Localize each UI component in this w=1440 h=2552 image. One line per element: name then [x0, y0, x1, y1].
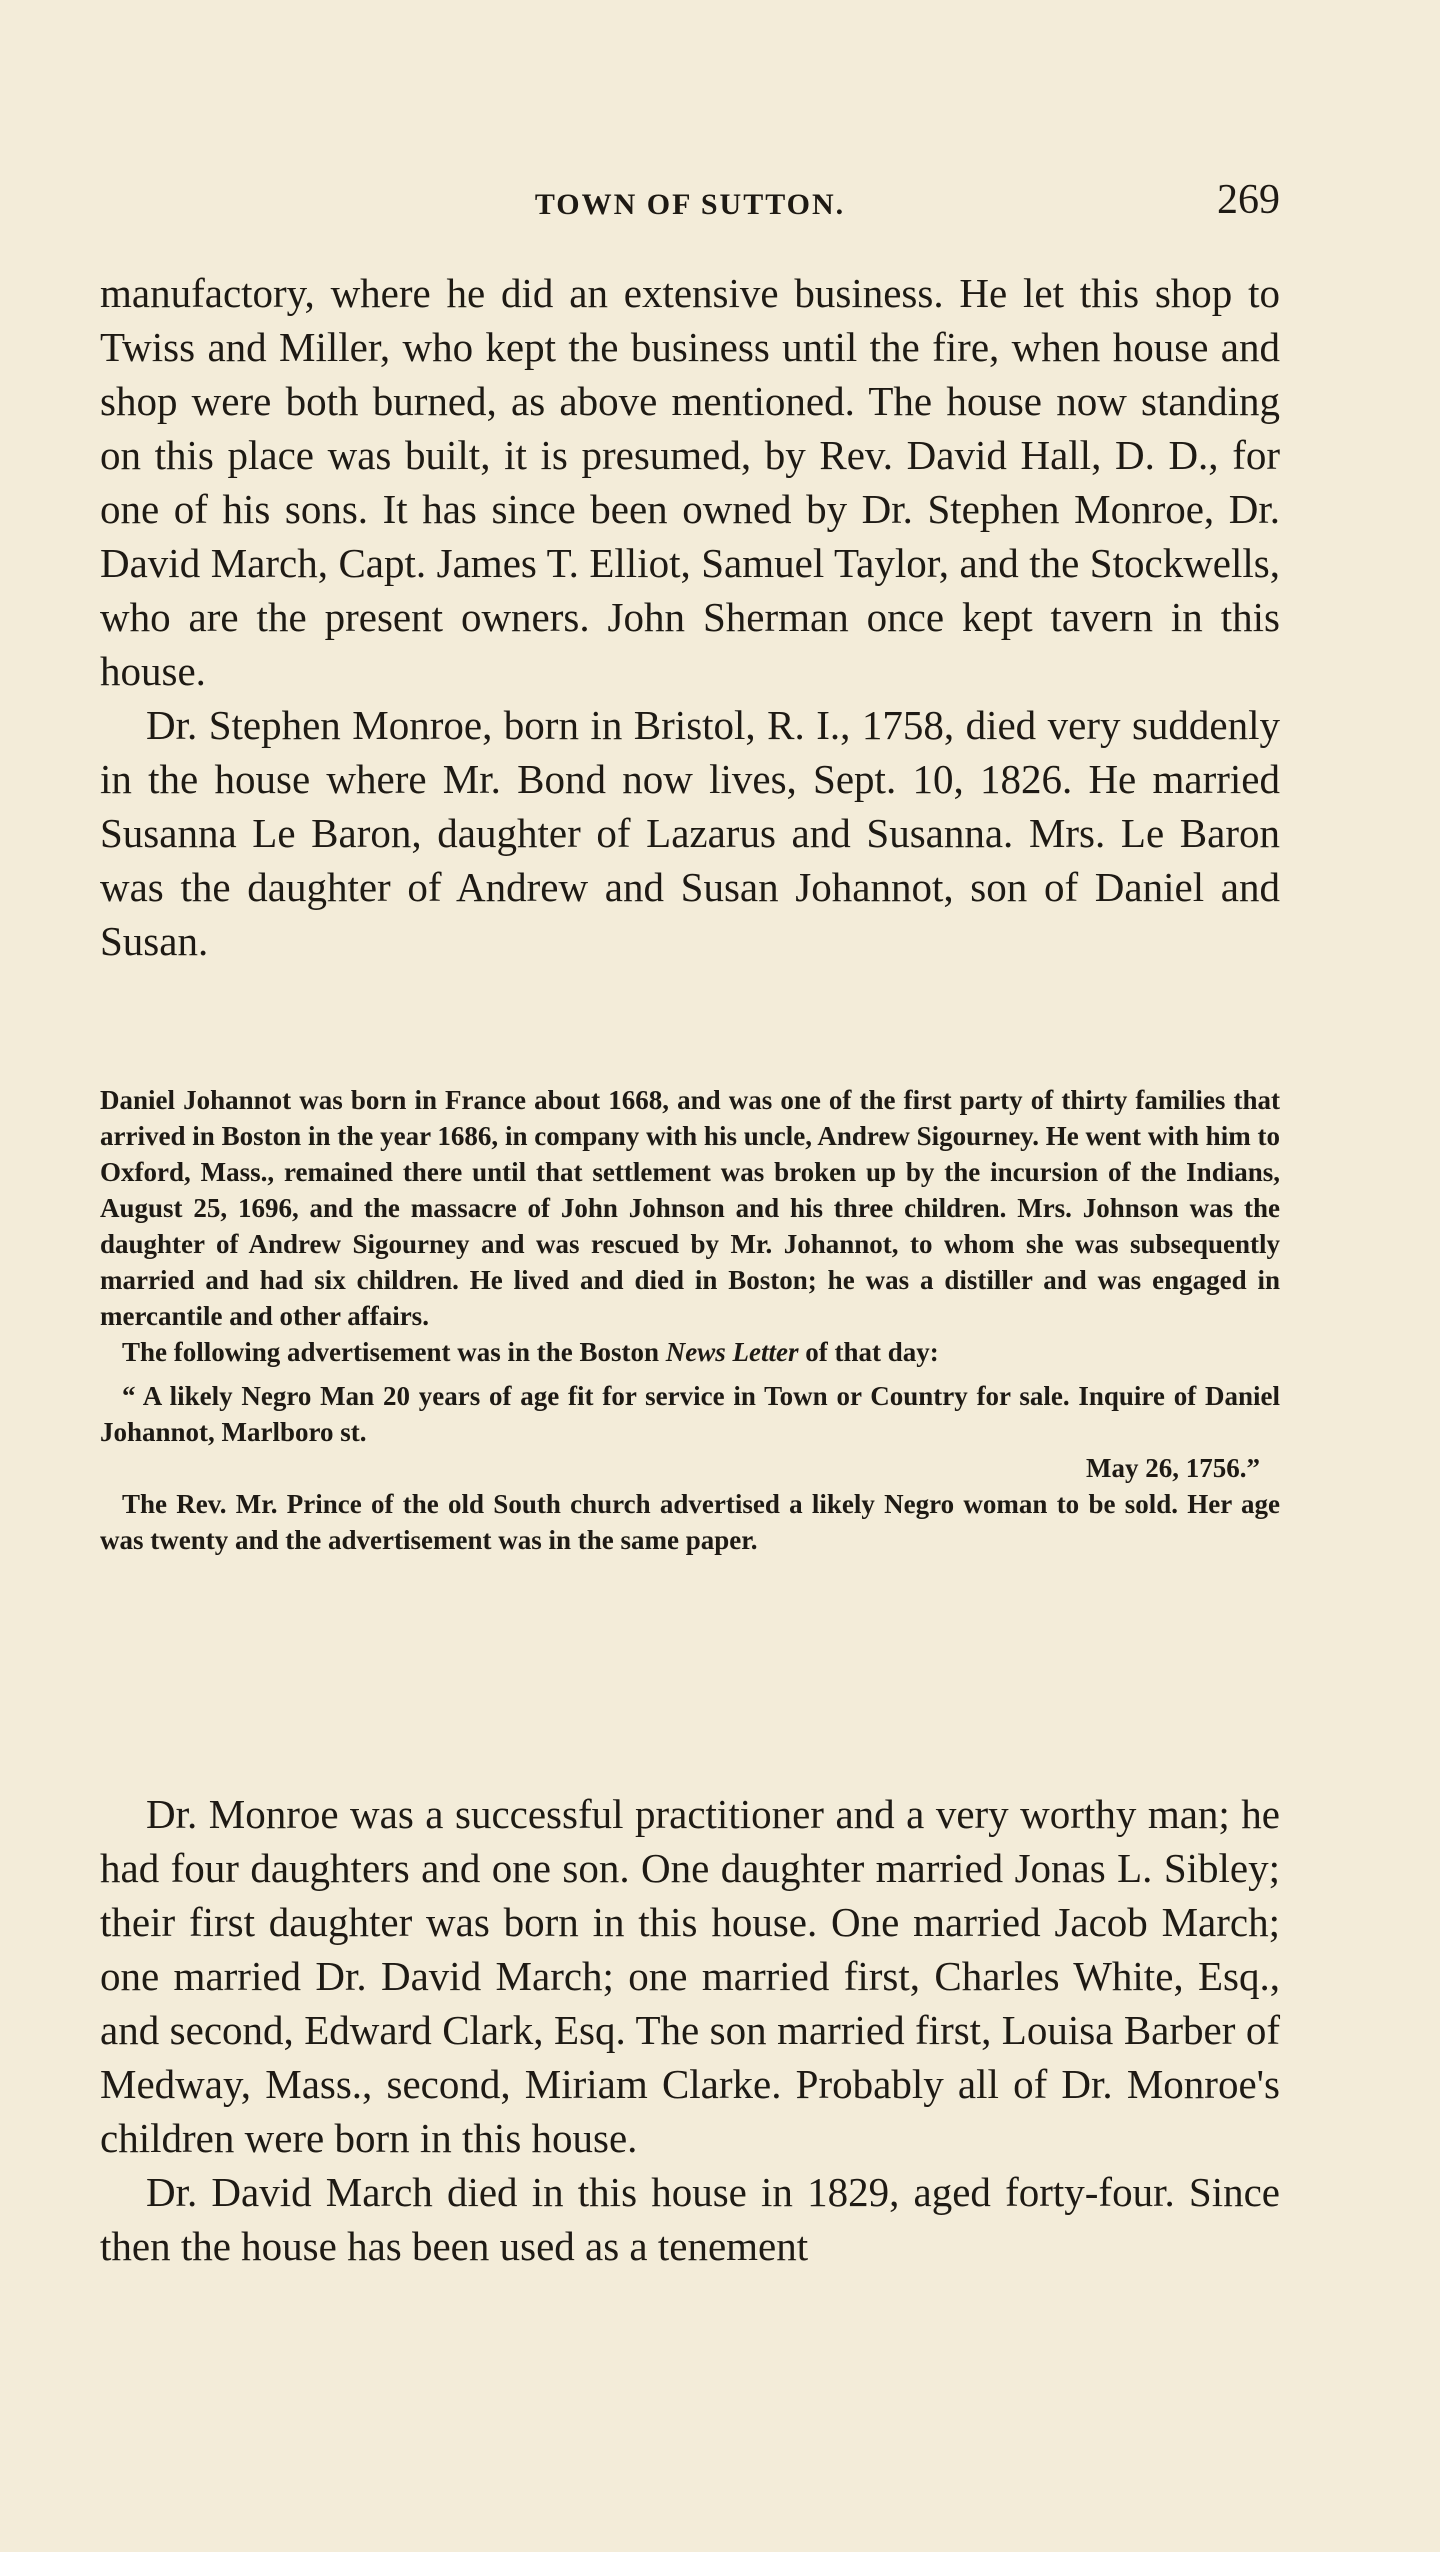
paragraph-2: Dr. Stephen Monroe, born in Bristol, R. I., 1758, died very suddenly in the house where Mr. Bond now lives, Sept. 10, 1826. He married Susanna Le Baron, daughter of Lazarus and Susanna. Mrs. Le Baron was the daughter of Andrew and Susan Johannot, son of Daniel and Susan.: [100, 702, 1280, 964]
page-number: 269: [1217, 177, 1280, 223]
paragraph-4: Dr. David March died in this house in 1829, aged forty-four. Since then the house has been used as a tenement: [100, 2169, 1280, 2269]
main-text-bottom: [100, 1787, 1280, 2273]
running-head: TOWN OF SUTTON.: [534, 188, 846, 221]
footnote-block: [100, 1082, 1280, 1558]
advertisement-date: May 26, 1756.”: [1086, 1453, 1260, 1483]
footnote-johannot: Daniel Johannot was born in France about 1668, and was one of the first party of thirty families that arrived in Boston in the year 1686, in company with his uncle, Andrew Sigourney. He went with him to Oxford, Mass., remained there until that settlement was broken up by the incursion of the Indians, August 25, 1696, and the massacre of John Johnson and his three children. Mrs. Johnson was the daughter of Andrew Sigourney and was rescued by Mr. Johannot, to whom she was subsequently married and had six children. He lived and died in Boston; he was a distiller and was engaged in mercantile and other affairs.: [100, 1085, 1280, 1331]
page-header: [100, 176, 1280, 236]
paragraph-1: manufactory, where he did an extensive business. He let this shop to Twiss and Miller, who kept the business until the fire, when house and shop were both burned, as above mentioned. The house now standing on this place was built, it is presumed, by Rev. David Hall, D. D., for one of his sons. It has since been owned by Dr. Stephen Monroe, Dr. David March, Capt. James T. Elliot, Samuel Taylor, and the Stockwells, who are the present owners. John Sherman once kept tavern in this house.: [100, 270, 1280, 694]
footnote-prince: The Rev. Mr. Prince of the old South church advertised a likely Negro woman to be sold. Her age was twenty and the advertisement was in the same paper.: [100, 1489, 1280, 1555]
newspaper-title: News Letter: [665, 1337, 799, 1367]
paragraph-3: Dr. Monroe was a successful practitioner and a very worthy man; he had four daughters and one son. One daughter married Jonas L. Sibley; their first daughter was born in this house. One married Jacob March; one married Dr. David March; one married first, Charles White, Esq., and second, Edward Clark, Esq. The son married first, Louisa Barber of Medway, Mass., second, Miriam Clarke. Probably all of Dr. Monroe's children were born in this house.: [100, 1791, 1280, 2161]
footnote-advertisement-intro: [100, 1334, 1280, 1370]
footnote-advertisement-text-before: The following advertisement was in the Boston: [122, 1337, 666, 1367]
footnote-advertisement-text-after: of that day:: [798, 1337, 939, 1367]
advertisement-quote: “ A likely Negro Man 20 years of age fit for service in Town or Country for sale. Inquire of Daniel Johannot, Marlboro st.: [100, 1381, 1280, 1447]
main-text-top: [100, 266, 1280, 968]
